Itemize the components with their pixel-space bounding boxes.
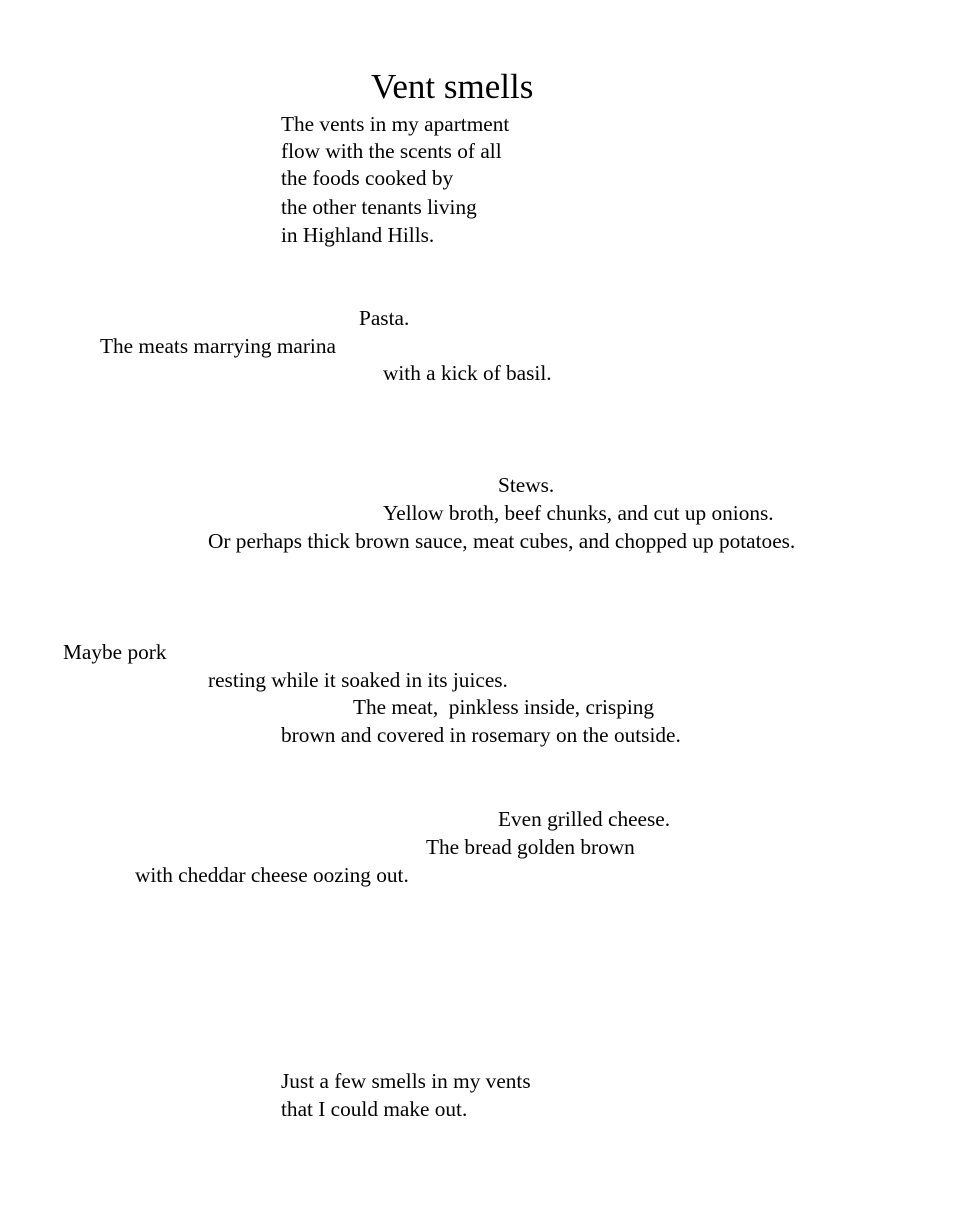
poem-line: Pasta. xyxy=(359,306,410,330)
poem-line: The meats marrying marina xyxy=(100,334,336,358)
poem-line: in Highland Hills. xyxy=(281,223,435,247)
poem-line: with cheddar cheese oozing out. xyxy=(135,863,409,887)
poem-line: Yellow broth, beef chunks, and cut up onions. xyxy=(383,501,774,525)
poem-title: Vent smells xyxy=(371,67,534,106)
poem-line: flow with the scents of all xyxy=(281,139,502,163)
poem-line: Just a few smells in my vents xyxy=(281,1069,531,1093)
poem-line: The bread golden brown xyxy=(426,835,635,859)
poem-line: the foods cooked by xyxy=(281,166,454,190)
poem-line: that I could make out. xyxy=(281,1097,468,1121)
poem-line: Even grilled cheese. xyxy=(498,807,671,831)
poem-line: The meat, pinkless inside, crisping xyxy=(353,695,655,719)
poem-line: brown and covered in rosemary on the outside. xyxy=(281,723,681,747)
poem-line: the other tenants living xyxy=(281,195,477,219)
poem-line: Maybe pork xyxy=(63,640,167,664)
poem-line: Stews. xyxy=(498,473,555,497)
poem-line: The vents in my apartment xyxy=(281,112,510,136)
poem-line: resting while it soaked in its juices. xyxy=(208,668,508,692)
poem-line: with a kick of basil. xyxy=(383,361,552,385)
poem-line: Or perhaps thick brown sauce, meat cubes, and chopped up potatoes. xyxy=(208,529,796,553)
